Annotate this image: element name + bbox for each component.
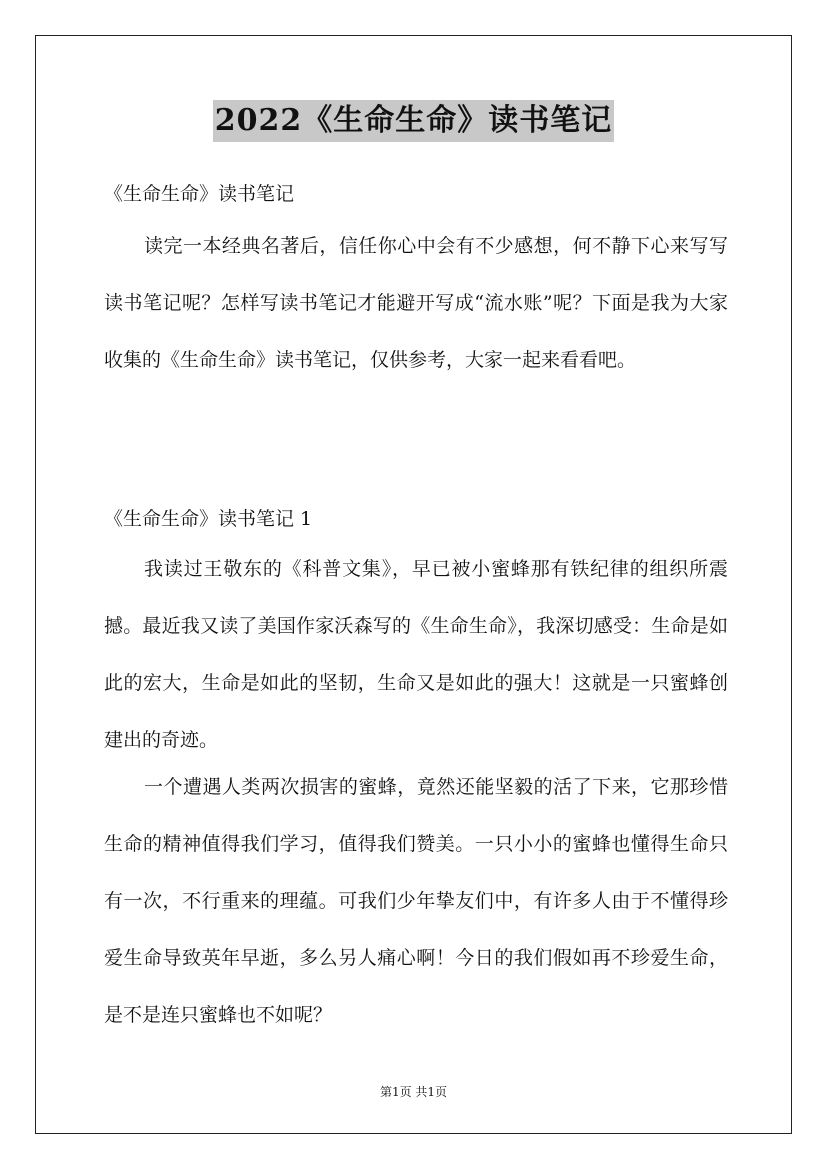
title-container (0, 100, 827, 142)
body-paragraph-2: 一个遭遇人类两次损害的蜜蜂，竟然还能坚毅的活了下来，它那珍惜生命的精神值得我们学习，值得我们赞美。一只小小的蜜蜂也懂得生命只有一次，不行重来的理蕴。可我们少年挚友们中，有许多人由于不懂得珍爱生命导致英年早逝，多么另人痛心啊！今日的我们假如再不珍爱生命，是不是连只蜜蜂也不如呢？ (104, 776, 728, 1026)
section-heading: 《生命生命》读书笔记 1 (104, 508, 313, 530)
document-subtitle: 《生命生命》读书笔记 (104, 183, 295, 205)
document-title: 2022《生命生命》读书笔记 (213, 100, 615, 142)
body-paragraph-1: 我读过王敬东的《科普文集》，早已被小蜜蜂那有铁纪律的组织所震撼。最近我又读了美国作家沃森写的《生命生命》，我深切感受：生命是如此的宏大，生命是如此的坚韧，生命又是如此的强大！这就是一只蜜蜂创建出的奇迹。 (104, 558, 728, 751)
page-footer: 第1页 共1页 (379, 1085, 448, 1099)
intro-paragraph: 读完一本经典名著后，信任你心中会有不少感想，何不静下心来写写读书笔记呢？怎样写读书笔记才能避开写成“流水账”呢？下面是我为大家收集的《生命生命》读书笔记，仅供参考，大家一起来看看吧。 (104, 235, 728, 371)
